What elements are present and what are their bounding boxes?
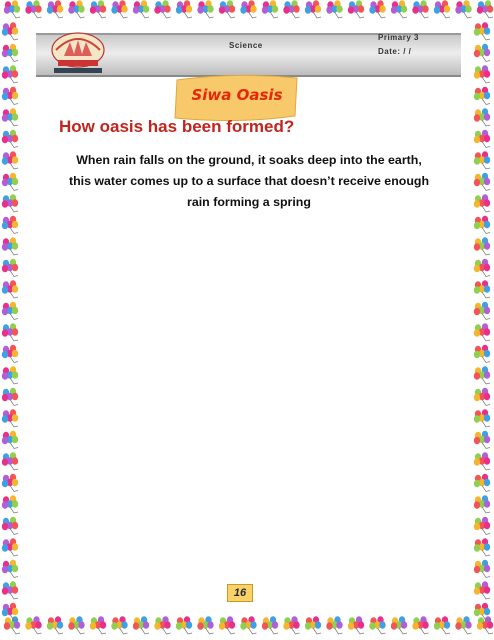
balloon-bunch-icon: [2, 22, 18, 40]
balloon-bunch-icon: [2, 151, 18, 169]
school-logo: [44, 30, 112, 76]
balloon-bunch-icon: [326, 0, 342, 18]
balloon-bunch-icon: [2, 581, 18, 599]
balloon-bunch-icon: [2, 388, 18, 406]
balloon-bunch-icon: [25, 0, 41, 18]
balloon-bunch-icon: [262, 0, 278, 18]
balloon-bunch-icon: [2, 431, 18, 449]
balloon-bunch-icon: [133, 616, 149, 634]
balloon-bunch-icon: [154, 0, 170, 18]
balloon-bunch-icon: [2, 194, 18, 212]
balloon-bunch-icon: [474, 560, 490, 578]
balloon-bunch-icon: [474, 452, 490, 470]
balloon-bunch-icon: [2, 302, 18, 320]
grade-label: Primary 3: [378, 33, 419, 42]
balloon-bunch-icon: [474, 151, 490, 169]
balloon-bunch-icon: [4, 0, 20, 18]
balloon-bunch-icon: [176, 0, 192, 18]
balloon-bunch-icon: [348, 616, 364, 634]
balloon-bunch-icon: [2, 474, 18, 492]
balloon-bunch-icon: [47, 616, 63, 634]
balloon-bunch-icon: [2, 345, 18, 363]
balloon-bunch-icon: [197, 0, 213, 18]
balloon-bunch-icon: [474, 237, 490, 255]
balloon-bunch-icon: [2, 173, 18, 191]
balloon-bunch-icon: [369, 0, 385, 18]
page-number: 16: [227, 584, 253, 602]
balloon-bunch-icon: [2, 65, 18, 83]
balloon-bunch-icon: [2, 130, 18, 148]
balloon-bunch-icon: [2, 280, 18, 298]
balloon-bunch-icon: [68, 616, 84, 634]
balloon-bunch-icon: [391, 616, 407, 634]
balloon-bunch-icon: [474, 323, 490, 341]
paragraph-line: rain forming a spring: [187, 195, 311, 209]
balloon-bunch-icon: [2, 517, 18, 535]
balloon-bunch-icon: [2, 87, 18, 105]
balloon-bunch-icon: [474, 345, 490, 363]
balloon-bunch-icon: [477, 0, 493, 18]
balloon-bunch-icon: [90, 0, 106, 18]
balloon-bunch-icon: [474, 65, 490, 83]
balloon-bunch-icon: [111, 616, 127, 634]
subject-label: Science: [229, 41, 263, 50]
balloon-bunch-icon: [369, 616, 385, 634]
balloon-bunch-icon: [474, 280, 490, 298]
balloon-bunch-icon: [2, 216, 18, 234]
balloon-bunch-icon: [474, 173, 490, 191]
balloon-bunch-icon: [474, 87, 490, 105]
balloon-bunch-icon: [68, 0, 84, 18]
balloon-bunch-icon: [455, 0, 471, 18]
balloon-bunch-icon: [47, 0, 63, 18]
balloon-bunch-icon: [326, 616, 342, 634]
balloon-bunch-icon: [474, 495, 490, 513]
balloon-bunch-icon: [111, 0, 127, 18]
balloon-bunch-icon: [391, 0, 407, 18]
paragraph-line: this water comes up to a surface that doesn’t receive enough: [68, 174, 430, 188]
balloon-bunch-icon: [262, 616, 278, 634]
balloon-bunch-icon: [474, 388, 490, 406]
balloon-bunch-icon: [305, 616, 321, 634]
page-title: Siwa Oasis: [191, 86, 283, 104]
balloon-bunch-icon: [2, 538, 18, 556]
balloon-bunch-icon: [2, 108, 18, 126]
balloon-bunch-icon: [2, 452, 18, 470]
balloon-bunch-icon: [474, 259, 490, 277]
balloon-bunch-icon: [2, 409, 18, 427]
balloon-bunch-icon: [4, 616, 20, 634]
balloon-bunch-icon: [2, 560, 18, 578]
balloon-bunch-icon: [2, 237, 18, 255]
balloon-bunch-icon: [348, 0, 364, 18]
balloon-bunch-icon: [133, 0, 149, 18]
balloon-bunch-icon: [283, 0, 299, 18]
balloon-bunch-icon: [434, 616, 450, 634]
balloon-bunch-icon: [2, 495, 18, 513]
balloon-bunch-icon: [283, 616, 299, 634]
date-label: Date: / /: [378, 47, 412, 56]
balloon-bunch-icon: [474, 22, 490, 40]
balloon-bunch-icon: [305, 0, 321, 18]
balloon-bunch-icon: [176, 616, 192, 634]
question-heading: How oasis has been formed?: [59, 117, 295, 136]
balloon-bunch-icon: [474, 431, 490, 449]
balloon-bunch-icon: [412, 616, 428, 634]
balloon-bunch-icon: [2, 366, 18, 384]
balloon-bunch-icon: [455, 616, 471, 634]
balloon-bunch-icon: [474, 194, 490, 212]
balloon-bunch-icon: [474, 517, 490, 535]
paragraph-line: When rain falls on the ground, it soaks deep into the earth,: [76, 153, 422, 167]
answer-paragraph: [44, 150, 454, 213]
balloon-bunch-icon: [90, 616, 106, 634]
balloon-bunch-icon: [197, 616, 213, 634]
balloon-bunch-icon: [474, 302, 490, 320]
balloon-bunch-icon: [2, 44, 18, 62]
balloon-bunch-icon: [474, 366, 490, 384]
balloon-bunch-icon: [474, 130, 490, 148]
balloon-bunch-icon: [474, 409, 490, 427]
balloon-bunch-icon: [474, 538, 490, 556]
balloon-bunch-icon: [240, 0, 256, 18]
balloon-bunch-icon: [412, 0, 428, 18]
balloon-bunch-icon: [154, 616, 170, 634]
balloon-bunch-icon: [474, 108, 490, 126]
balloon-bunch-icon: [219, 0, 235, 18]
balloon-bunch-icon: [474, 44, 490, 62]
balloon-bunch-icon: [2, 323, 18, 341]
balloon-bunch-icon: [474, 581, 490, 599]
balloon-bunch-icon: [434, 0, 450, 18]
balloon-bunch-icon: [240, 616, 256, 634]
balloon-bunch-icon: [219, 616, 235, 634]
balloon-bunch-icon: [474, 216, 490, 234]
balloon-bunch-icon: [2, 259, 18, 277]
balloon-bunch-icon: [474, 474, 490, 492]
balloon-bunch-icon: [25, 616, 41, 634]
